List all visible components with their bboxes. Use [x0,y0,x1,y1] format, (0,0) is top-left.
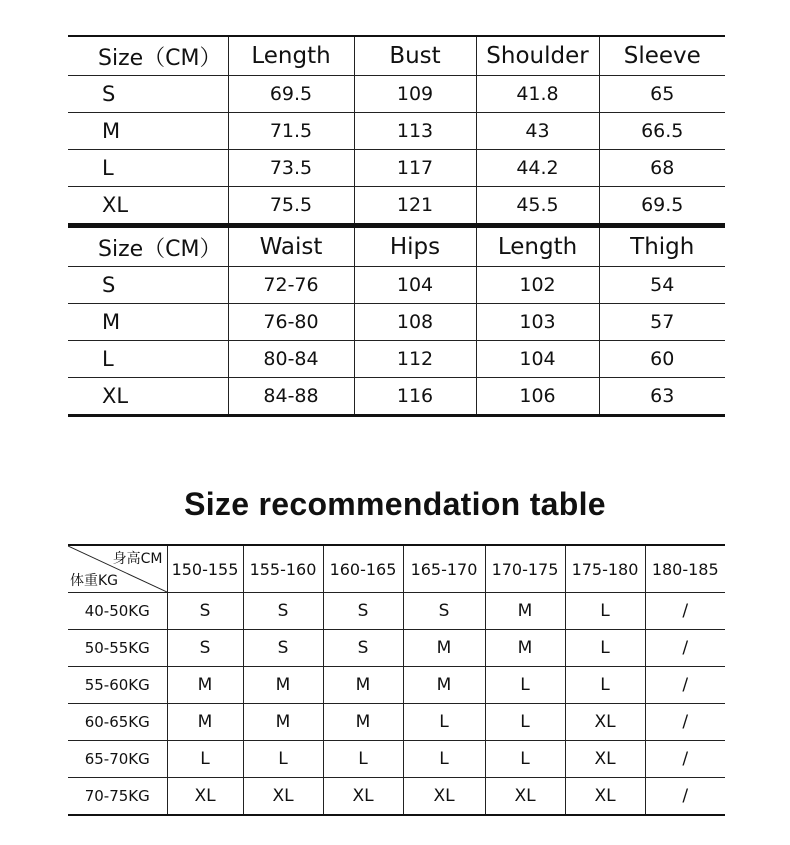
header-cell: Bust [354,36,476,76]
value-cell: 69.5 [599,187,725,225]
size-cell: S [68,76,228,113]
size-cell: M [323,704,403,741]
value-cell: 69.5 [228,76,354,113]
height-range-cell: 180-185 [645,545,725,593]
size-cell: XL [403,778,485,816]
height-range-cell: 160-165 [323,545,403,593]
height-range-cell: 155-160 [243,545,323,593]
table-row [68,704,725,741]
size-cell: / [645,778,725,816]
header-cell: Size（CM） [68,36,228,76]
size-cell: XL [243,778,323,816]
size-cell: L [485,741,565,778]
value-cell: 102 [476,267,599,304]
value-cell: 112 [354,341,476,378]
size-cell: M [167,667,243,704]
table-row [68,378,725,416]
value-cell: 75.5 [228,187,354,225]
value-cell: 80-84 [228,341,354,378]
size-cell: S [323,593,403,630]
size-cell: XL [565,778,645,816]
bottom-size-header-row [68,227,725,267]
table-row [68,113,725,150]
table-row [68,150,725,187]
value-cell: 65 [599,76,725,113]
corner-cell [68,545,167,593]
size-cell: M [403,630,485,667]
size-cell: L [565,667,645,704]
size-cell: M [243,704,323,741]
size-cell: / [645,630,725,667]
size-cell: M [485,630,565,667]
value-cell: 54 [599,267,725,304]
height-range-cell: 150-155 [167,545,243,593]
size-cell: L [403,704,485,741]
value-cell: 76-80 [228,304,354,341]
size-cell: XL [68,187,228,225]
value-cell: 108 [354,304,476,341]
value-cell: 68 [599,150,725,187]
header-cell: Sleeve [599,36,725,76]
table-row [68,667,725,704]
value-cell: 106 [476,378,599,416]
weight-range-cell: 50-55KG [68,630,167,667]
weight-range-cell: 60-65KG [68,704,167,741]
size-cell: / [645,704,725,741]
value-cell: 44.2 [476,150,599,187]
size-cell: S [243,630,323,667]
value-cell: 117 [354,150,476,187]
size-cell: XL [485,778,565,816]
value-cell: 45.5 [476,187,599,225]
height-range-cell: 170-175 [485,545,565,593]
value-cell: 66.5 [599,113,725,150]
size-cell: S [167,630,243,667]
height-axis-label: 身高CM [112,551,163,567]
value-cell: 41.8 [476,76,599,113]
header-cell: Length [476,227,599,267]
table-row [68,593,725,630]
value-cell: 104 [476,341,599,378]
size-cell: S [167,593,243,630]
size-cell: M [243,667,323,704]
weight-range-cell: 40-50KG [68,593,167,630]
header-cell: Length [228,36,354,76]
size-cell: / [645,667,725,704]
header-cell: Thigh [599,227,725,267]
table-row [68,187,725,225]
size-cell: M [68,113,228,150]
size-cell: / [645,741,725,778]
header-cell: Waist [228,227,354,267]
top-size-header-row [68,36,725,76]
size-cell: L [167,741,243,778]
weight-range-cell: 70-75KG [68,778,167,816]
table-row [68,76,725,113]
table-row [68,304,725,341]
height-header-row [68,545,725,593]
value-cell: 84-88 [228,378,354,416]
value-cell: 63 [599,378,725,416]
header-cell: Hips [354,227,476,267]
value-cell: 116 [354,378,476,416]
table-row [68,267,725,304]
size-cell: L [323,741,403,778]
value-cell: 60 [599,341,725,378]
table-row [68,778,725,816]
size-cell: M [403,667,485,704]
value-cell: 113 [354,113,476,150]
size-cell: S [403,593,485,630]
value-cell: 104 [354,267,476,304]
height-range-cell: 165-170 [403,545,485,593]
value-cell: 71.5 [228,113,354,150]
value-cell: 109 [354,76,476,113]
size-cell: XL [167,778,243,816]
recommendation-title: Size recommendation table [184,486,606,522]
size-cell: L [68,150,228,187]
top-size-table [68,35,725,226]
size-cell: / [645,593,725,630]
size-cell: XL [565,741,645,778]
value-cell: 57 [599,304,725,341]
header-cell: Shoulder [476,36,599,76]
header-cell: Size（CM） [68,227,228,267]
weight-axis-label: 体重KG [70,573,119,589]
weight-range-cell: 65-70KG [68,741,167,778]
size-cell: M [68,304,228,341]
size-cell: L [485,667,565,704]
value-cell: 72-76 [228,267,354,304]
size-cell: L [243,741,323,778]
value-cell: 43 [476,113,599,150]
size-cell: XL [323,778,403,816]
size-cell: L [565,630,645,667]
value-cell: 121 [354,187,476,225]
size-cell: S [323,630,403,667]
value-cell: 73.5 [228,150,354,187]
size-recommendation-table [68,544,725,816]
size-cell: L [68,341,228,378]
size-cell: XL [68,378,228,416]
value-cell: 103 [476,304,599,341]
table-row [68,341,725,378]
table-row [68,630,725,667]
size-cell: L [565,593,645,630]
bottom-size-table [68,225,725,417]
size-cell: XL [565,704,645,741]
size-cell: M [323,667,403,704]
size-cell: M [485,593,565,630]
size-cell: L [403,741,485,778]
weight-range-cell: 55-60KG [68,667,167,704]
table-row [68,741,725,778]
size-cell: L [485,704,565,741]
size-cell: M [167,704,243,741]
size-cell: S [68,267,228,304]
height-range-cell: 175-180 [565,545,645,593]
size-cell: S [243,593,323,630]
